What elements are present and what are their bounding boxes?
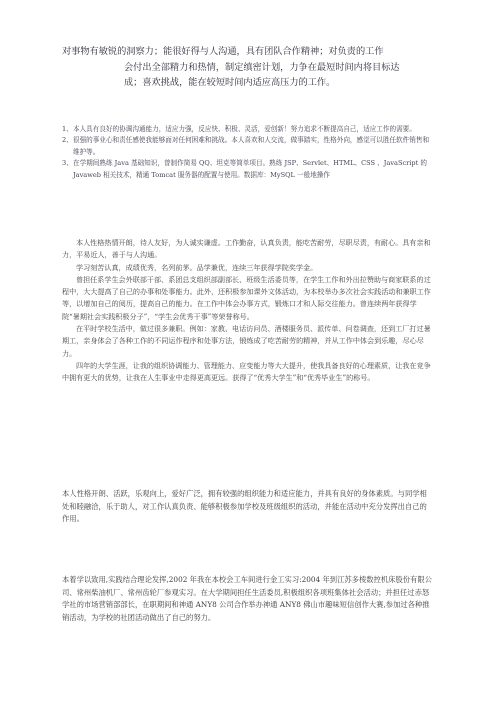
list-item-text: 很强的事业心和责任感使我能够面对任何困难和挑战。本人喜欢和人交流，做事踏实，性格外向，感觉可以胜任软件销售和维护等。 [73,136,430,156]
paragraph: 在平时学校生活中，做过很多兼职。例如：家教、电话访问员、酒楼服务员、派传单、问卷调查，还到工厂打过暑期工，亲身体会了各种工作的不同运作程序和处事方法，锻炼成了吃苦耐劳的精神，并从工作中体会到乐趣，尽心尽力。 [62,324,431,358]
intro-line: 会付出全部精力和热情，制定缜密计划，力争在最短时间内将目标达 [124,61,400,73]
list-item-number: 1、 [62,125,73,133]
profile-section [62,237,434,385]
list-item [62,124,434,135]
list-item [62,158,434,181]
experience-section [62,574,434,624]
intro-statement [62,44,432,91]
intro-line: 对事物有敏锐的洞察力；能很好得与人沟通，具有团队合作精神；对负责的工作 [62,46,384,57]
list-item-number: 3、 [62,159,73,168]
list-item-text: 本人具有良好的协调沟通能力，适应力强，反应快、积极、灵活，爱创新！努力追求不断提高自己，适应工作的需要。 [73,125,416,133]
skills-list [62,124,434,181]
paragraph: 学习刻苦认真，成绩优秀，名列前茅。品学兼优，连续三年获得学院奖学金。 [76,262,318,272]
summary-section [62,488,434,526]
intro-line: 成；喜欢挑战，能在较短时间内适应高压力的工作。 [124,77,336,88]
list-item-number: 2、 [62,136,73,145]
list-item-text: 在学期间熟练 Java 基础知识，曾制作简易 QQ、坦克等简单项目。熟练 JSP、Servlet、HTML、CSS 、JavaScript 的 Javaweb 相关技术，精通 Tomcat 服务器的配置与使用。数据库：MySQL 一般地操作 [73,159,427,179]
paragraph: 曾担任系学生会外联部干部、系团总支组织部副部长、班级生活委员等，在学生工作和外出拉赞助与商家联系的过程中，大大提高了自己的办事和处事能力。此外，还积极参加课外文体活动，为本校举办多次社会实践活动和兼职工作等，以增加自己的阅历，提高自己的能力。在工作中体会办事方式，锻炼口才和人际交往能力。曾连续两年获得学院“暑期社会实践积极分子”，“学生会优秀干事”等荣誉称号。 [62,274,431,321]
paragraph: 本人性格热情开朗，待人友好，为人诚实谦虚。工作勤奋，认真负责，能吃苦耐劳，尽职尽责，有耐心。具有亲和力，平易近人，善于与人沟通。 [62,238,431,260]
paragraph: 四年的大学生涯，让我的组织协调能力、管理能力、应变能力等大大提升，使我具备良好的心理素质，让我在竞争中拥有更大的优势，让我在人生事业中走得更高更远。获得了“优秀大学生”和“优秀毕业生”的称号。 [62,360,431,383]
paragraph: 本人性格开朗、活跃，乐观向上，爱好广泛，拥有较强的组织能力和适应能力，并具有良好的身体素质。与同学相处和睦融洽，乐于助人，对工作认真负责、能够积极参加学校及班级组织的活动，并能在活动中充分发挥出自己的作用。 [62,489,427,524]
list-item [62,135,434,158]
paragraph: 本着学以致用,实践结合理论发挥,2002 年我在本校会工车间进行金工实习:2004 年到江苏多棱数控机床股份有限公司、常州柴油机厂、常州齿轮厂参观实习。在大学期间担任生活委员,积极组织各项班集体社会活动；并担任过赤怒学社的市场营销部部长，在职期间和神通 ANY8 公司合作举办神通 ANY8 佛山市趣味短信创作大赛,参加过各种推销活动，为学校的社团活动做出了自己的努力。 [62,575,432,622]
